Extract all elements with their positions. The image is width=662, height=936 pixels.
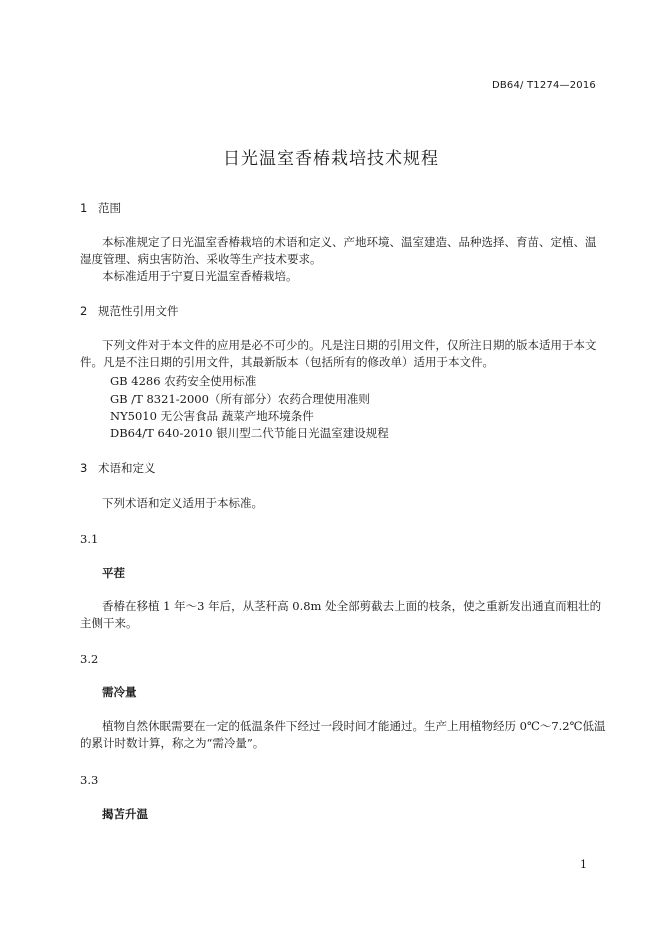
standard-code: DB64/ T1274—2016 bbox=[491, 80, 596, 91]
page-number: 1 bbox=[580, 858, 587, 871]
section-3-intro: 下列术语和定义适用于本标准。 bbox=[102, 496, 263, 510]
term-number: 3.1 bbox=[80, 532, 99, 546]
term-name: 揭苫升温 bbox=[102, 807, 148, 821]
term-name: 需冷量 bbox=[102, 685, 137, 699]
section-number: 3 bbox=[80, 461, 88, 475]
document-title: 日光温室香椿栽培技术规程 bbox=[223, 149, 439, 169]
section-2-heading bbox=[80, 303, 179, 319]
term-name: 平茬 bbox=[102, 566, 125, 580]
section-3-heading bbox=[80, 460, 156, 476]
section-1-para-2: 本标准适用于宁夏日光温室香椿栽培。 bbox=[102, 269, 298, 283]
section-2-para-line-2: 件。凡是不注日期的引用文件，其最新版本（包括所有的修改单）适用于本文件。 bbox=[80, 355, 494, 369]
reference-item: GB 4286 农药安全使用标准 bbox=[110, 374, 257, 388]
section-number: 1 bbox=[80, 201, 88, 215]
term-definition-line-1: 植物自然休眠需要在一定的低温条件下经过一段时间才能通过。生产上用植物经历 0℃～7.2℃低温 bbox=[102, 719, 606, 733]
section-2-para-line-1: 下列文件对于本文件的应用是必不可少的。凡是注日期的引用文件，仅所注日期的版本适用于本文 bbox=[102, 338, 597, 352]
term-number: 3.3 bbox=[80, 773, 99, 787]
section-title: 术语和定义 bbox=[98, 461, 156, 475]
term-definition-line-2: 的累计时数计算，称之为“需冷量”。 bbox=[80, 736, 265, 750]
section-1-para-1-line-1: 本标准规定了日光温室香椿栽培的术语和定义、产地环境、温室建造、品种选择、育苗、定植、温 bbox=[102, 235, 597, 249]
term-number: 3.2 bbox=[80, 652, 99, 666]
term-definition-line-2: 主侧干来。 bbox=[80, 616, 138, 630]
reference-item: GB /T 8321-2000（所有部分）农药合理使用准则 bbox=[110, 392, 370, 406]
section-1-para-1-line-2: 湿度管理、病虫害防治、采收等生产技术要求。 bbox=[80, 252, 322, 266]
section-title: 范围 bbox=[98, 201, 121, 215]
reference-item: DB64/T 640-2010 银川型二代节能日光温室建设规程 bbox=[110, 426, 389, 440]
section-title: 规范性引用文件 bbox=[98, 304, 179, 318]
section-1-heading bbox=[80, 200, 121, 216]
section-number: 2 bbox=[80, 304, 88, 318]
term-definition-line-1: 香椿在移植 1 年～3 年后，从茎秆高 0.8m 处全部剪截去上面的枝条，使之重新发出通直而粗壮的 bbox=[102, 599, 602, 613]
reference-item: NY5010 无公害食品 蔬菜产地环境条件 bbox=[110, 409, 314, 423]
